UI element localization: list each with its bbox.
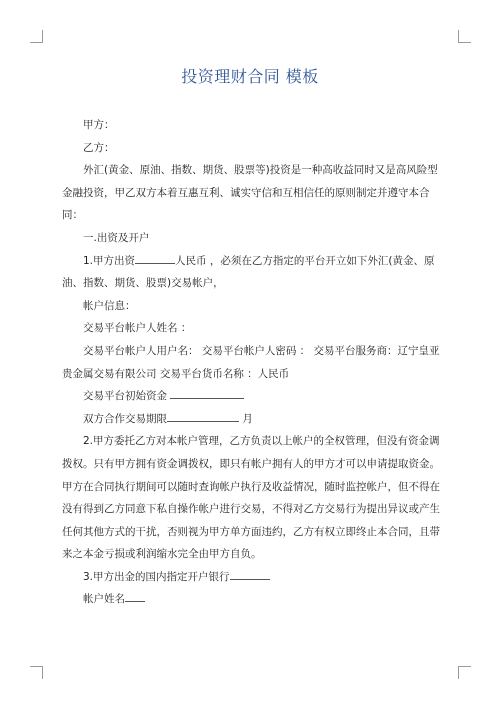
crop-mark-bottom-right: [458, 666, 471, 679]
clause-1-rest: 人民币 ，必须在乙方指定的平台开立如下外汇(黄金、原油、指数、期货、股票)交易帐户，: [62, 254, 435, 290]
clause-3-line: [62, 566, 442, 589]
term-unit: 月: [242, 412, 253, 425]
clause-1-start: 1.甲方出资: [83, 254, 136, 267]
term-blank: [167, 410, 239, 422]
crop-mark-top-left: [30, 30, 43, 43]
bank-blank: [230, 568, 270, 580]
clause-1-paragraph: [62, 250, 442, 295]
initial-funds-line: [62, 385, 442, 408]
crop-mark-top-right: [458, 30, 471, 43]
account-name-label: 帐户姓名: [83, 593, 125, 606]
document-title: 投资理财合同 模板: [181, 67, 319, 86]
party-b-line: 乙方：: [83, 141, 115, 154]
holder-name-line: 交易平台帐户人姓名 ：: [83, 322, 192, 335]
document-body: [62, 114, 442, 611]
account-name-line: [62, 588, 442, 611]
section-1-heading: 一.出资及开户: [83, 231, 150, 244]
clause-2-paragraph: 2.甲方委托乙方对本帐户管理，乙方负责以上帐户的全权管理，但没有资金调拨权。只有甲方拥有资金调拨权，即只有帐户拥有人的甲方才可以申请提取资金。甲方在合同执行期间可以随时查询帐户执行及收益情况，随时监控帐户，但不得在没有得到乙方同意下私自操作帐户进行交易，不得对乙方交易行为提出异议或产生任何其他方式的干扰，否则视为甲方单方面违约，乙方有权立即终止本合同，且带来之本金亏损或利润缩水完全由甲方自负。: [62, 435, 440, 561]
initial-funds-blank: [170, 387, 244, 399]
crop-mark-bottom-left: [30, 666, 43, 679]
clause-3-text: 3.甲方出金的国内指定开户银行: [83, 570, 230, 583]
party-a-line: 甲方：: [83, 119, 115, 131]
account-details-paragraph: 交易平台帐户人用户名： 交易平台帐户人密码 ： 交易平台服务商：辽宁皇亚贵金属交易有限公司 交易平台货币名称 ：人民币: [62, 344, 440, 380]
cooperation-term-line: [62, 408, 442, 431]
account-info-label: 帐户信息：: [83, 299, 136, 312]
account-name-blank: [125, 590, 145, 602]
initial-funds-label: 交易平台初始资金: [83, 390, 167, 403]
intro-paragraph: 外汇(黄金、原油、指数、期货、股票等)投资是一种高收益同时又是高风险型金融投资，甲乙双方本着互惠互利、诚实守信和互相信任的原则制定并遵守本合同：: [62, 164, 438, 222]
amount-blank: [135, 252, 175, 264]
term-label: 双方合作交易期限: [83, 412, 167, 425]
